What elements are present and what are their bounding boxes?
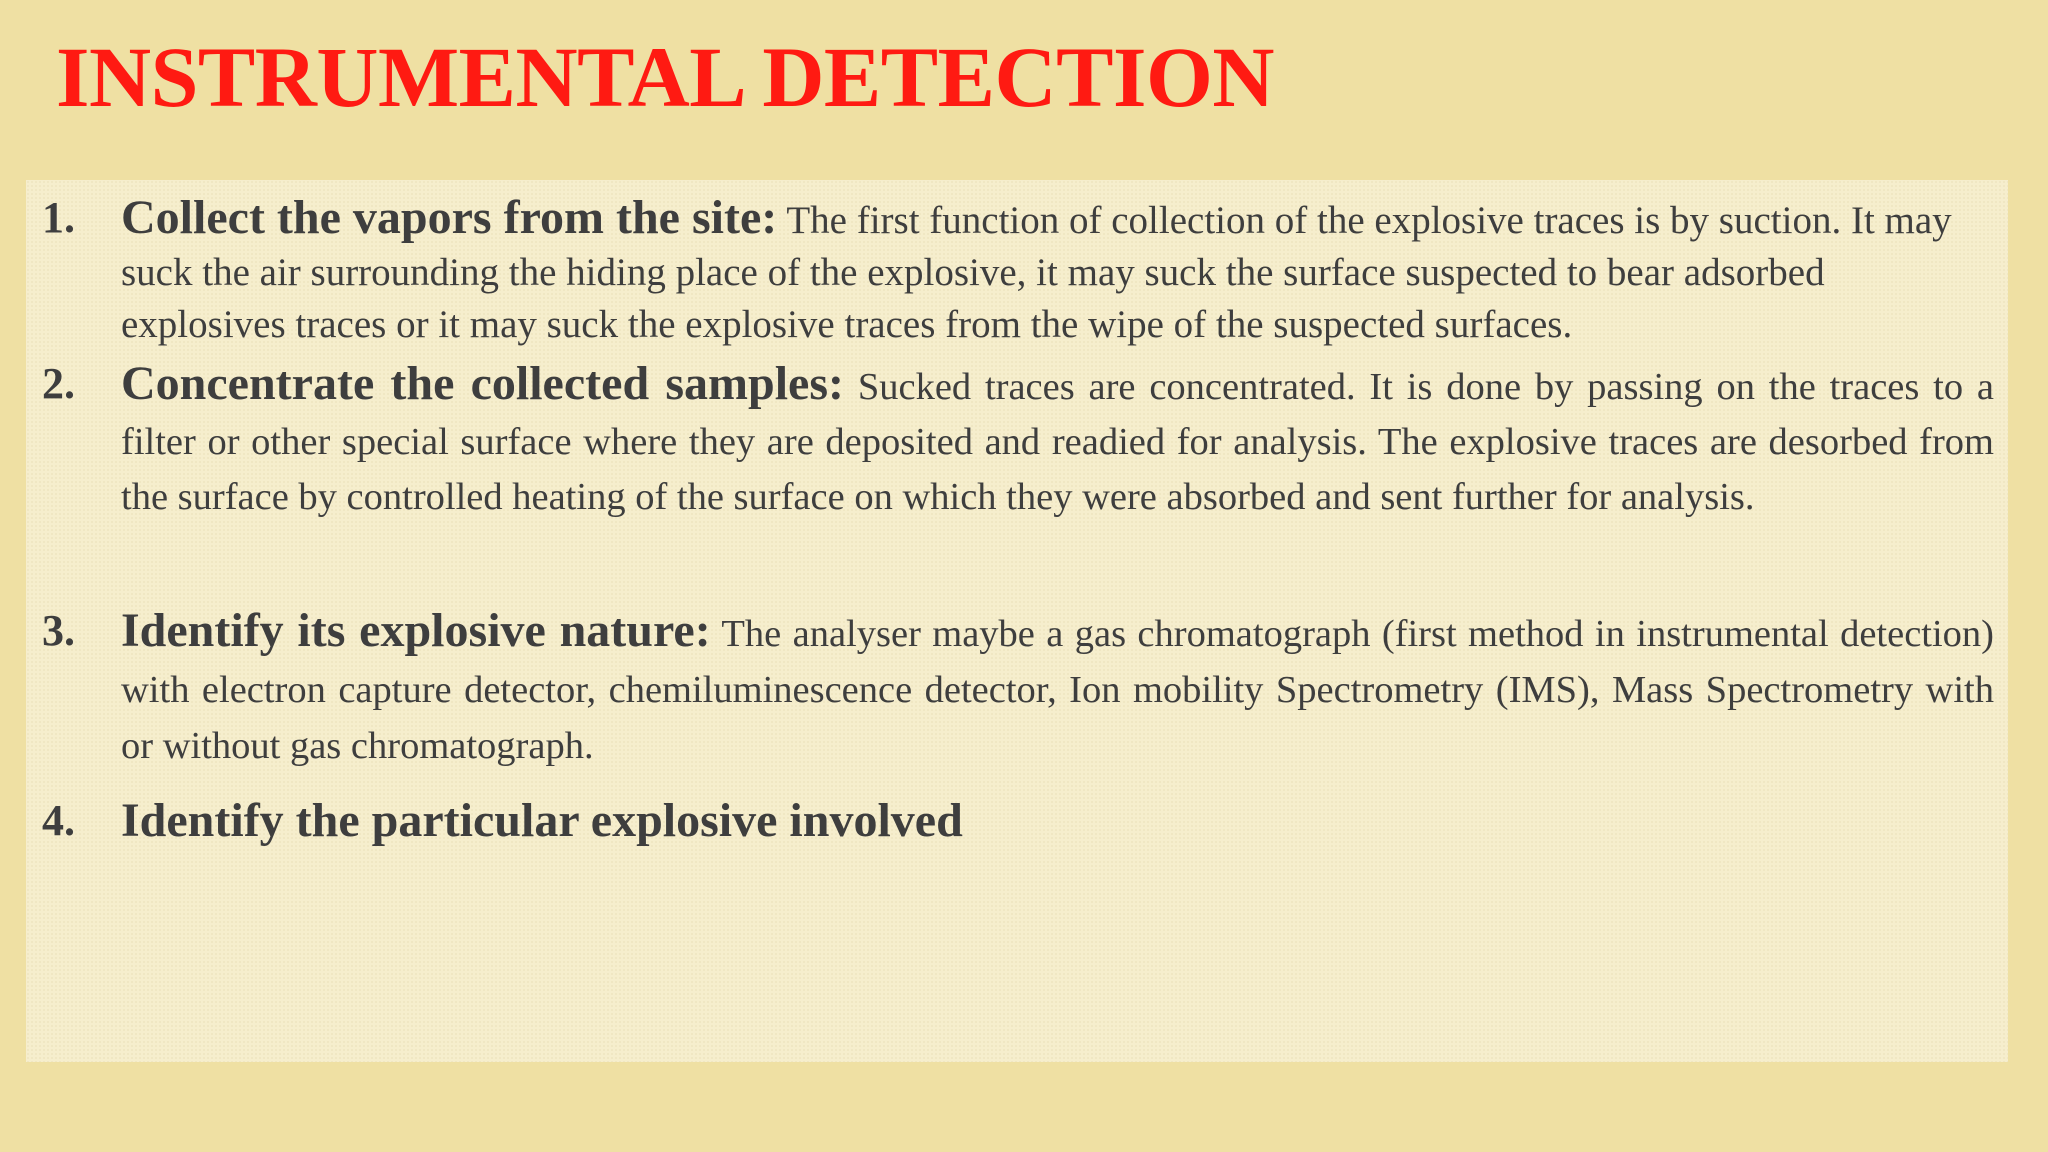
item-heading: Identify its explosive nature: [121,604,711,657]
item-text: Sucked traces are concentrated. It is done by passing on the traces to a filter or other special surface where they are deposited and readied for analysis. The explosive traces are desorbed from the surface by controlled heating of the surface on which they were absorbed and sent further for analysis. [121,366,1995,518]
item-body [121,603,1994,774]
item-body [121,192,1994,351]
content-panel [26,180,2008,1062]
item-heading: Identify the particular explosive involved [121,794,963,847]
item-body [121,356,1994,525]
item-number: 3. [42,606,75,655]
item-heading: Collect the vapors from the site: [121,191,778,244]
item-number: 2. [42,359,75,408]
slide-title: INSTRUMENTAL DETECTION [56,29,1274,125]
item-body [121,793,1994,849]
item-text: The analyser maybe a gas chromatograph (first method in instrumental detection) with electron capture detector, chemiluminescence detector, Ion mobility Spectrometry (IMS), Mass Spectrometry with or without gas chromatograph. [121,613,1995,767]
item-heading: Concentrate the collected samples: [121,357,844,410]
item-text: The first function of collection of the explosive traces is by suction. It may suck the air surrounding the hiding place of the explosive, it may suck the surface suspected to bear adsorbed explosives traces or it may suck the explosive traces from the wipe of the suspected surfaces. [121,199,1952,346]
item-number: 1. [42,193,75,242]
item-number: 4. [42,796,75,845]
